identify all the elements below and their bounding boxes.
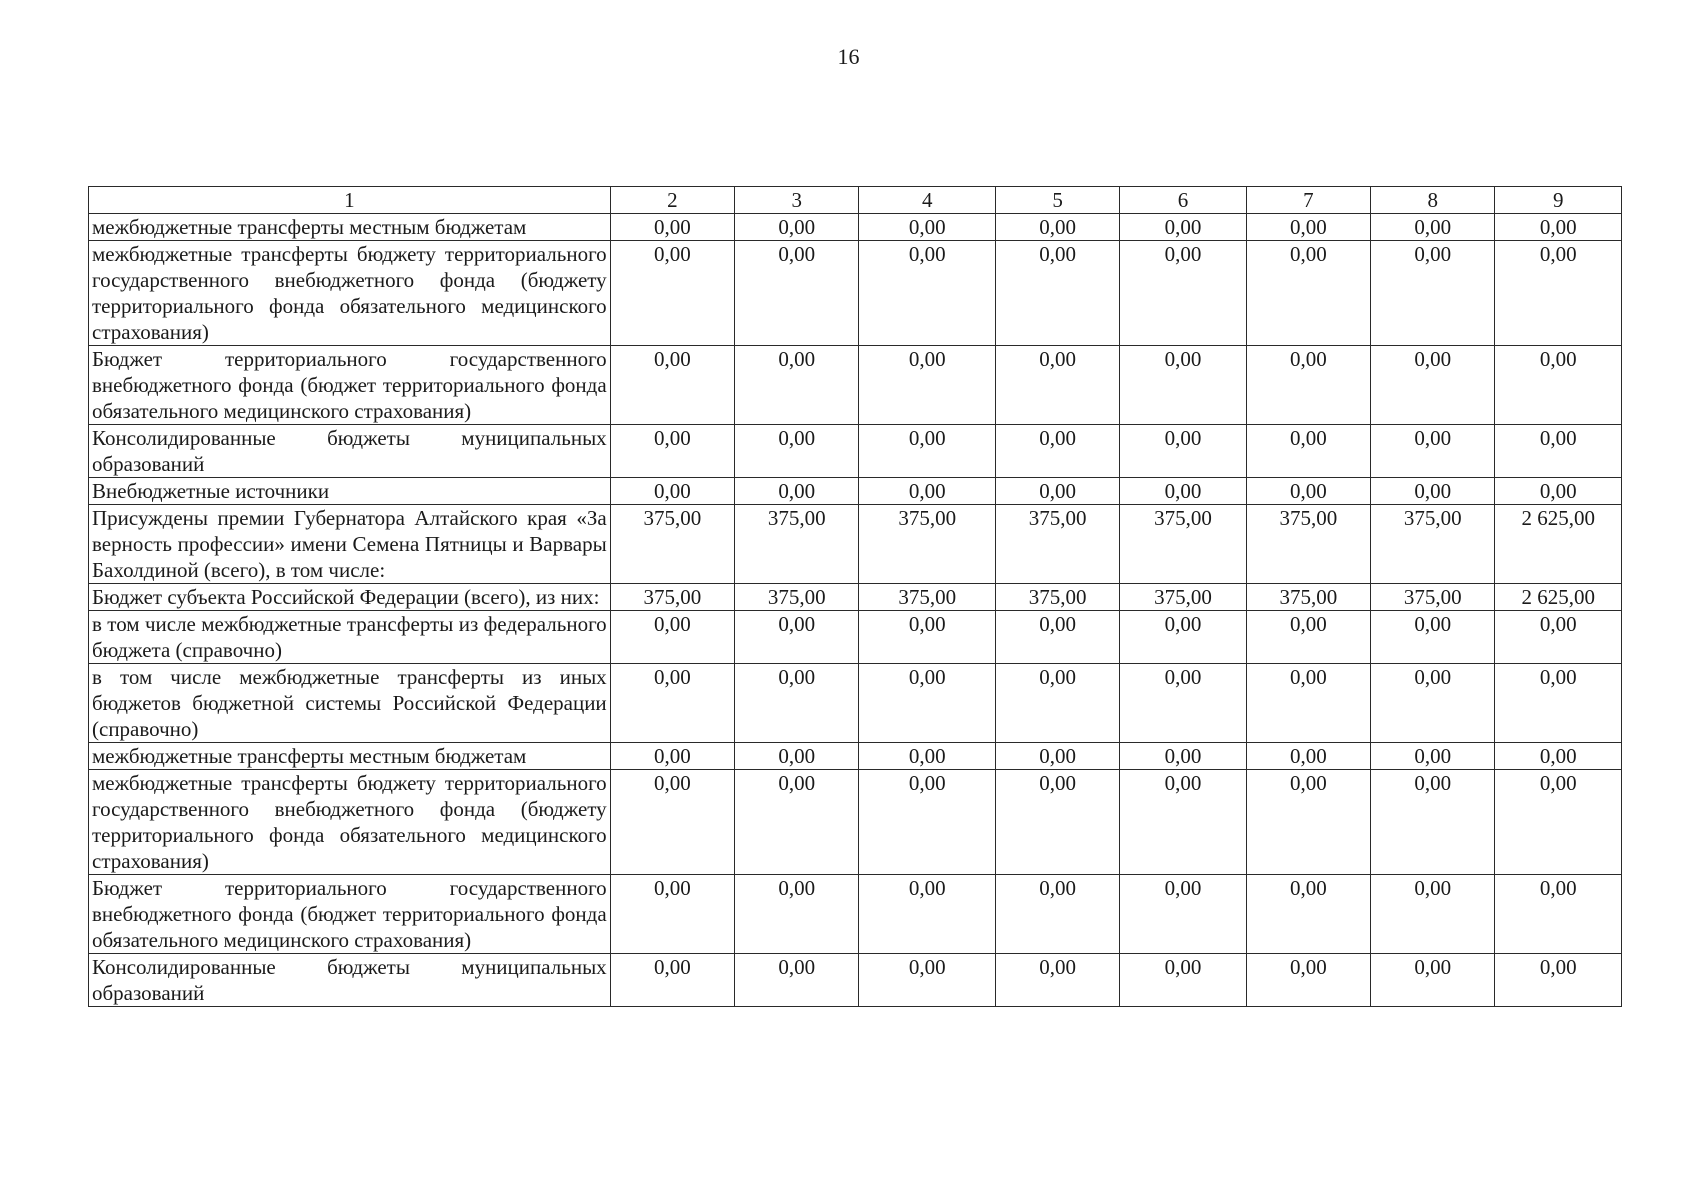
value-cell-col-4: 0,00 — [859, 611, 995, 664]
value-cell-col-8: 0,00 — [1371, 770, 1495, 875]
value-cell-col-7: 375,00 — [1246, 584, 1370, 611]
value-cell-col-4: 0,00 — [859, 425, 995, 478]
value-cell-col-8: 0,00 — [1371, 214, 1495, 241]
value-cell-col-9: 0,00 — [1495, 241, 1622, 346]
column-header-3: 3 — [735, 187, 859, 214]
table-row — [89, 875, 1622, 954]
value-cell-col-6: 375,00 — [1120, 584, 1246, 611]
column-header-9: 9 — [1495, 187, 1622, 214]
value-cell-col-6: 375,00 — [1120, 505, 1246, 584]
table-row — [89, 664, 1622, 743]
page-number: 16 — [837, 44, 860, 69]
value-cell-col-2: 0,00 — [610, 743, 734, 770]
value-cell-col-9: 0,00 — [1495, 425, 1622, 478]
value-cell-col-8: 0,00 — [1371, 425, 1495, 478]
row-label: Консолидированные бюджеты муниципальных образований — [89, 425, 611, 478]
table-row — [89, 743, 1622, 770]
value-cell-col-3: 0,00 — [735, 664, 859, 743]
table-row — [89, 611, 1622, 664]
table-row — [89, 346, 1622, 425]
table-row — [89, 478, 1622, 505]
value-cell-col-6: 0,00 — [1120, 743, 1246, 770]
value-cell-col-9: 0,00 — [1495, 478, 1622, 505]
table-body — [89, 214, 1622, 1007]
row-label: Бюджет территориального государственного внебюджетного фонда (бюджет территориального фонда обязательного медицинского страхования) — [89, 875, 611, 954]
value-cell-col-7: 0,00 — [1246, 214, 1370, 241]
value-cell-col-4: 0,00 — [859, 346, 995, 425]
value-cell-col-6: 0,00 — [1120, 611, 1246, 664]
value-cell-col-9: 2 625,00 — [1495, 505, 1622, 584]
value-cell-col-3: 0,00 — [735, 743, 859, 770]
table-row — [89, 584, 1622, 611]
value-cell-col-5: 0,00 — [995, 425, 1119, 478]
table-row — [89, 954, 1622, 1007]
value-cell-col-4: 0,00 — [859, 241, 995, 346]
table-row — [89, 241, 1622, 346]
value-cell-col-7: 0,00 — [1246, 875, 1370, 954]
value-cell-col-4: 0,00 — [859, 743, 995, 770]
value-cell-col-5: 0,00 — [995, 770, 1119, 875]
value-cell-col-8: 375,00 — [1371, 584, 1495, 611]
value-cell-col-6: 0,00 — [1120, 770, 1246, 875]
value-cell-col-7: 0,00 — [1246, 954, 1370, 1007]
value-cell-col-4: 375,00 — [859, 505, 995, 584]
value-cell-col-8: 0,00 — [1371, 241, 1495, 346]
value-cell-col-7: 0,00 — [1246, 664, 1370, 743]
row-label: Бюджет субъекта Российской Федерации (всего), из них: — [89, 584, 611, 611]
value-cell-col-4: 0,00 — [859, 478, 995, 505]
value-cell-col-4: 0,00 — [859, 214, 995, 241]
value-cell-col-9: 2 625,00 — [1495, 584, 1622, 611]
row-label: в том числе межбюджетные трансферты из иных бюджетов бюджетной системы Российской Федерации (справочно) — [89, 664, 611, 743]
value-cell-col-2: 0,00 — [610, 478, 734, 505]
value-cell-col-9: 0,00 — [1495, 346, 1622, 425]
row-label: Присуждены премии Губернатора Алтайского края «За верность профессии» имени Семена Пятницы и Варвары Бахолдиной (всего), в том числе: — [89, 505, 611, 584]
value-cell-col-5: 375,00 — [995, 584, 1119, 611]
value-cell-col-9: 0,00 — [1495, 875, 1622, 954]
value-cell-col-2: 0,00 — [610, 214, 734, 241]
value-cell-col-9: 0,00 — [1495, 743, 1622, 770]
value-cell-col-2: 0,00 — [610, 425, 734, 478]
table-row — [89, 770, 1622, 875]
column-header-2: 2 — [610, 187, 734, 214]
value-cell-col-5: 0,00 — [995, 875, 1119, 954]
value-cell-col-8: 0,00 — [1371, 478, 1495, 505]
value-cell-col-6: 0,00 — [1120, 875, 1246, 954]
value-cell-col-7: 0,00 — [1246, 241, 1370, 346]
value-cell-col-4: 0,00 — [859, 954, 995, 1007]
column-header-7: 7 — [1246, 187, 1370, 214]
value-cell-col-3: 0,00 — [735, 241, 859, 346]
value-cell-col-7: 0,00 — [1246, 346, 1370, 425]
value-cell-col-2: 375,00 — [610, 505, 734, 584]
value-cell-col-9: 0,00 — [1495, 611, 1622, 664]
value-cell-col-3: 0,00 — [735, 478, 859, 505]
value-cell-col-8: 0,00 — [1371, 954, 1495, 1007]
column-header-5: 5 — [995, 187, 1119, 214]
row-label: Консолидированные бюджеты муниципальных образований — [89, 954, 611, 1007]
value-cell-col-7: 0,00 — [1246, 478, 1370, 505]
value-cell-col-3: 375,00 — [735, 584, 859, 611]
value-cell-col-5: 0,00 — [995, 346, 1119, 425]
value-cell-col-5: 0,00 — [995, 954, 1119, 1007]
value-cell-col-6: 0,00 — [1120, 425, 1246, 478]
value-cell-col-7: 0,00 — [1246, 425, 1370, 478]
column-header-6: 6 — [1120, 187, 1246, 214]
value-cell-col-5: 0,00 — [995, 611, 1119, 664]
value-cell-col-3: 0,00 — [735, 346, 859, 425]
value-cell-col-8: 0,00 — [1371, 611, 1495, 664]
value-cell-col-6: 0,00 — [1120, 954, 1246, 1007]
row-label: межбюджетные трансферты бюджету территориального государственного внебюджетного фонда (бюджету территориального фонда обязательного медицинского страхования) — [89, 241, 611, 346]
value-cell-col-2: 0,00 — [610, 954, 734, 1007]
column-header-1: 1 — [89, 187, 611, 214]
value-cell-col-4: 0,00 — [859, 875, 995, 954]
row-label: Внебюджетные источники — [89, 478, 611, 505]
value-cell-col-2: 0,00 — [610, 875, 734, 954]
value-cell-col-2: 0,00 — [610, 611, 734, 664]
value-cell-col-2: 0,00 — [610, 241, 734, 346]
value-cell-col-8: 0,00 — [1371, 664, 1495, 743]
value-cell-col-9: 0,00 — [1495, 954, 1622, 1007]
column-header-4: 4 — [859, 187, 995, 214]
row-label: в том числе межбюджетные трансферты из федерального бюджета (справочно) — [89, 611, 611, 664]
column-header-8: 8 — [1371, 187, 1495, 214]
value-cell-col-2: 0,00 — [610, 664, 734, 743]
value-cell-col-7: 0,00 — [1246, 743, 1370, 770]
row-label: межбюджетные трансферты местным бюджетам — [89, 214, 611, 241]
value-cell-col-6: 0,00 — [1120, 214, 1246, 241]
value-cell-col-6: 0,00 — [1120, 241, 1246, 346]
value-cell-col-9: 0,00 — [1495, 770, 1622, 875]
value-cell-col-3: 0,00 — [735, 425, 859, 478]
value-cell-col-3: 375,00 — [735, 505, 859, 584]
value-cell-col-5: 0,00 — [995, 241, 1119, 346]
value-cell-col-7: 375,00 — [1246, 505, 1370, 584]
value-cell-col-8: 0,00 — [1371, 743, 1495, 770]
row-label: межбюджетные трансферты бюджету территориального государственного внебюджетного фонда (бюджету территориального фонда обязательного медицинского страхования) — [89, 770, 611, 875]
value-cell-col-3: 0,00 — [735, 214, 859, 241]
value-cell-col-3: 0,00 — [735, 875, 859, 954]
budget-table — [88, 186, 1622, 1007]
value-cell-col-5: 0,00 — [995, 743, 1119, 770]
value-cell-col-3: 0,00 — [735, 770, 859, 875]
value-cell-col-5: 0,00 — [995, 664, 1119, 743]
value-cell-col-2: 375,00 — [610, 584, 734, 611]
value-cell-col-2: 0,00 — [610, 346, 734, 425]
value-cell-col-4: 375,00 — [859, 584, 995, 611]
value-cell-col-6: 0,00 — [1120, 346, 1246, 425]
value-cell-col-6: 0,00 — [1120, 664, 1246, 743]
value-cell-col-9: 0,00 — [1495, 214, 1622, 241]
row-label: межбюджетные трансферты местным бюджетам — [89, 743, 611, 770]
value-cell-col-8: 375,00 — [1371, 505, 1495, 584]
table-row — [89, 505, 1622, 584]
value-cell-col-4: 0,00 — [859, 664, 995, 743]
value-cell-col-8: 0,00 — [1371, 875, 1495, 954]
value-cell-col-5: 0,00 — [995, 214, 1119, 241]
value-cell-col-8: 0,00 — [1371, 346, 1495, 425]
value-cell-col-6: 0,00 — [1120, 478, 1246, 505]
row-label: Бюджет территориального государственного внебюджетного фонда (бюджет территориального фонда обязательного медицинского страхования) — [89, 346, 611, 425]
value-cell-col-3: 0,00 — [735, 611, 859, 664]
value-cell-col-9: 0,00 — [1495, 664, 1622, 743]
value-cell-col-2: 0,00 — [610, 770, 734, 875]
table-row — [89, 425, 1622, 478]
table-row — [89, 214, 1622, 241]
value-cell-col-7: 0,00 — [1246, 611, 1370, 664]
value-cell-col-5: 0,00 — [995, 478, 1119, 505]
value-cell-col-7: 0,00 — [1246, 770, 1370, 875]
value-cell-col-5: 375,00 — [995, 505, 1119, 584]
header-row — [89, 187, 1622, 214]
value-cell-col-3: 0,00 — [735, 954, 859, 1007]
table-header — [89, 187, 1622, 214]
value-cell-col-4: 0,00 — [859, 770, 995, 875]
